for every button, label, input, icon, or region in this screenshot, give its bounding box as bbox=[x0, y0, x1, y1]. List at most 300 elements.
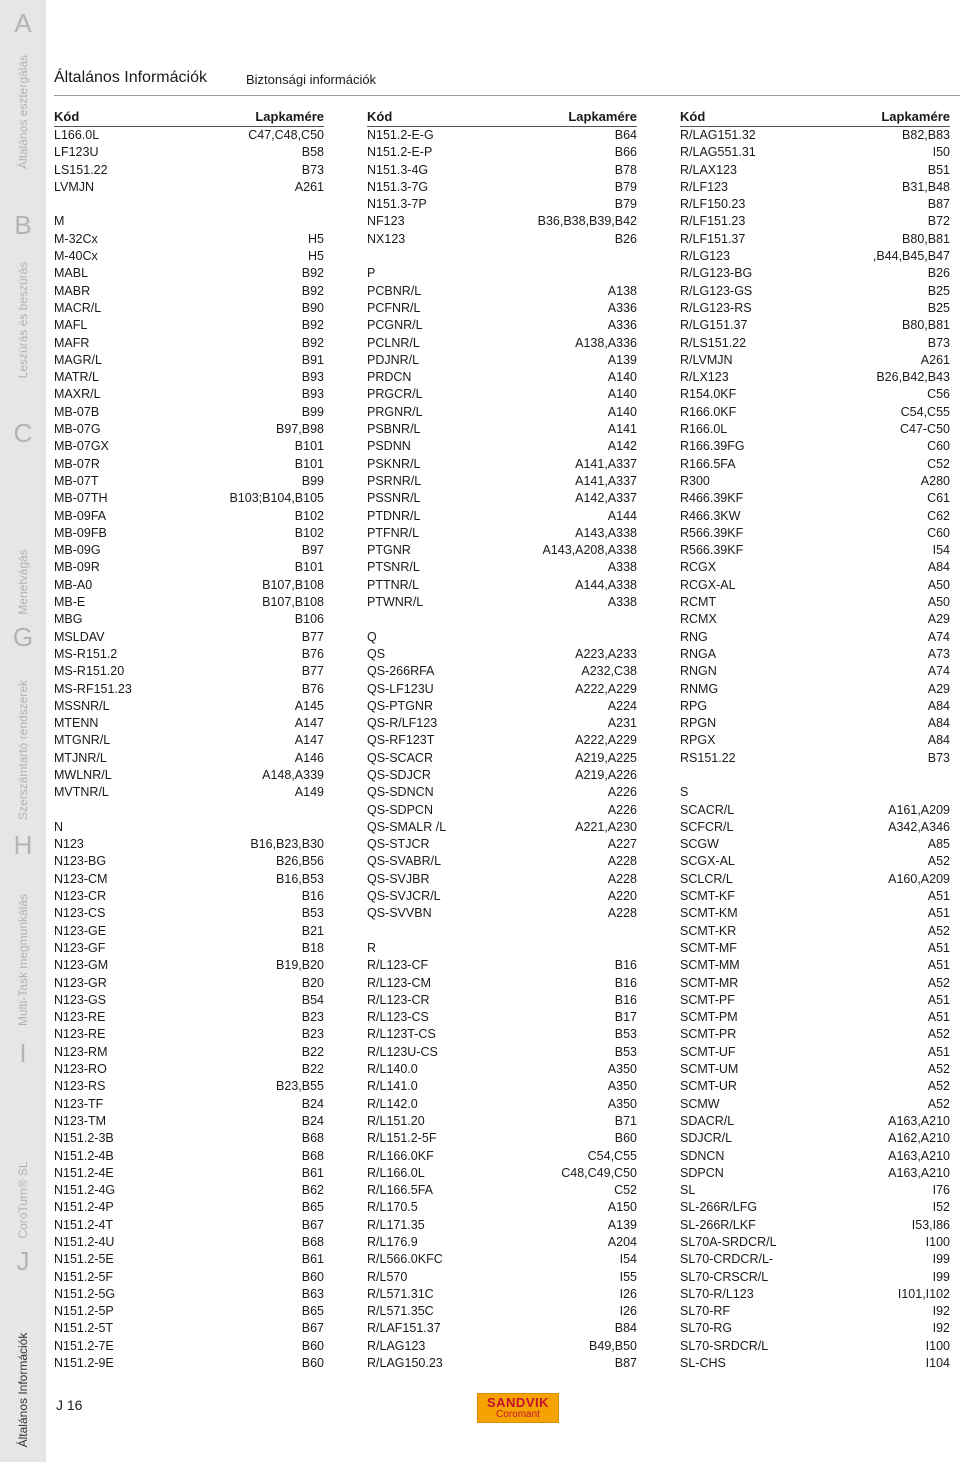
row-page: A160,A209 bbox=[888, 871, 950, 886]
table-row bbox=[680, 213, 950, 230]
table-row bbox=[367, 213, 637, 230]
table-row bbox=[367, 421, 637, 438]
table-row bbox=[367, 300, 637, 317]
row-code: PDJNR/L bbox=[367, 352, 420, 367]
row-code: PTTNR/L bbox=[367, 577, 420, 592]
row-code: MVTNR/L bbox=[54, 785, 109, 800]
table-row bbox=[367, 144, 637, 161]
row-code: RPGX bbox=[680, 733, 716, 748]
table-row bbox=[54, 1320, 324, 1337]
table-row bbox=[680, 611, 950, 628]
row-code: MB-07GX bbox=[54, 439, 109, 454]
row-page: B107,B108 bbox=[262, 577, 324, 592]
table-row bbox=[367, 196, 637, 213]
row-code: MTGNR/L bbox=[54, 733, 111, 748]
table-row bbox=[367, 784, 637, 801]
table-row bbox=[680, 1355, 950, 1372]
table-row bbox=[680, 542, 950, 559]
row-page: A228 bbox=[607, 871, 637, 886]
row-code: S bbox=[680, 785, 689, 800]
row-page: A139 bbox=[607, 1217, 637, 1232]
row-code: SL70-SRDCR/L bbox=[680, 1338, 769, 1353]
row-page: C47-C50 bbox=[899, 422, 950, 437]
table-row bbox=[367, 438, 637, 455]
row-code: M-40Cx bbox=[54, 249, 98, 264]
row-page: A150 bbox=[607, 1200, 637, 1215]
table-row bbox=[54, 369, 324, 386]
row-code: RCMT bbox=[680, 595, 717, 610]
table-row bbox=[680, 940, 950, 957]
row-code: PSSNR/L bbox=[367, 491, 421, 506]
table-row bbox=[680, 369, 950, 386]
row-page: A147 bbox=[294, 716, 324, 731]
table-row bbox=[54, 1217, 324, 1234]
table-row bbox=[680, 715, 950, 732]
row-code: R/L571.35C bbox=[367, 1304, 434, 1319]
row-code: SDPCN bbox=[680, 1165, 724, 1180]
row-code: R/LX123 bbox=[680, 370, 729, 385]
row-code: RCGX-AL bbox=[680, 577, 736, 592]
table-row bbox=[680, 438, 950, 455]
row-code: N123-GM bbox=[54, 958, 109, 973]
table-row bbox=[367, 1251, 637, 1268]
row-code: QS-SDPCN bbox=[367, 802, 433, 817]
table-row bbox=[367, 1044, 637, 1061]
row-code: SCMT-UM bbox=[680, 1062, 739, 1077]
row-page: B87 bbox=[614, 1356, 637, 1371]
row-page: B101 bbox=[294, 439, 324, 454]
page-title: Általános Információk bbox=[54, 69, 207, 86]
row-code: N123-RO bbox=[54, 1062, 107, 1077]
row-page: B68 bbox=[301, 1148, 324, 1163]
table-row bbox=[367, 888, 637, 905]
row-page: A84 bbox=[927, 733, 950, 748]
row-page: A147 bbox=[294, 733, 324, 748]
table-row bbox=[367, 335, 637, 352]
row-page: A149 bbox=[294, 785, 324, 800]
row-page: B31,B48 bbox=[902, 179, 950, 194]
row-code: PTGNR bbox=[367, 543, 411, 558]
table-row bbox=[367, 819, 637, 836]
row-code: PTWNR/L bbox=[367, 595, 424, 610]
row-page: C61 bbox=[927, 491, 950, 506]
table-row bbox=[54, 767, 324, 784]
row-page: I99 bbox=[932, 1252, 950, 1267]
table-row bbox=[367, 352, 637, 369]
table-row bbox=[367, 1303, 637, 1320]
row-page: B26,B56 bbox=[276, 854, 324, 869]
row-page: I100 bbox=[925, 1235, 950, 1249]
row-page: B18 bbox=[301, 940, 324, 955]
table-row bbox=[680, 265, 950, 282]
row-page: A143,A338 bbox=[575, 525, 637, 540]
table-row bbox=[54, 1251, 324, 1268]
table-row bbox=[367, 559, 637, 576]
row-code: R/L166.5FA bbox=[367, 1183, 434, 1198]
row-page: B87 bbox=[927, 197, 950, 212]
table-row bbox=[680, 767, 950, 784]
table-row bbox=[367, 957, 637, 974]
row-page: ,B44,B45,B47 bbox=[872, 249, 950, 264]
table-row bbox=[367, 681, 637, 698]
row-page: B58 bbox=[301, 145, 324, 160]
table-row bbox=[54, 508, 324, 525]
row-page: B22 bbox=[301, 1062, 324, 1077]
row-code: QS-SVABR/L bbox=[367, 854, 442, 869]
row-page: C60 bbox=[927, 525, 950, 540]
row-code: N151.2-E-G bbox=[367, 128, 434, 142]
row-page: B103;B104,B105 bbox=[229, 491, 324, 506]
table-row bbox=[54, 542, 324, 559]
table-row bbox=[54, 1044, 324, 1061]
row-page: B53 bbox=[614, 1027, 637, 1042]
row-page: B92 bbox=[301, 283, 324, 298]
row-code: Q bbox=[367, 629, 377, 644]
row-page: I50 bbox=[932, 145, 950, 160]
section-sidebar bbox=[0, 0, 46, 1462]
row-page: A162,A210 bbox=[888, 1131, 950, 1146]
row-code: R/L566.0KFC bbox=[367, 1252, 443, 1267]
row-code: N123 bbox=[54, 837, 84, 852]
row-page: A51 bbox=[927, 906, 950, 921]
row-code: QS-SVJBR bbox=[367, 871, 430, 886]
row-code: PCGNR/L bbox=[367, 318, 423, 333]
row-code: N123-RE bbox=[54, 1010, 106, 1025]
row-code: N151.2-4T bbox=[54, 1217, 114, 1232]
section-label-0: Általános esztergálás bbox=[16, 54, 30, 170]
row-code: MABL bbox=[54, 266, 89, 281]
table-row bbox=[367, 750, 637, 767]
row-page: A140 bbox=[607, 387, 637, 402]
table-row bbox=[367, 871, 637, 888]
table-row bbox=[367, 386, 637, 403]
row-page: C47,C48,C50 bbox=[248, 128, 324, 142]
table-row bbox=[680, 508, 950, 525]
row-page: I26 bbox=[619, 1304, 637, 1319]
table-row bbox=[54, 663, 324, 680]
section-letter-6: J bbox=[16, 1246, 30, 1276]
table-row bbox=[680, 317, 950, 334]
row-code: MB-09R bbox=[54, 560, 100, 575]
table-row bbox=[54, 577, 324, 594]
row-code: R/L166.0L bbox=[367, 1165, 425, 1180]
row-code: SCMT-KF bbox=[680, 889, 735, 904]
row-code: R/LF151.23 bbox=[680, 214, 746, 229]
table-row bbox=[54, 1148, 324, 1165]
row-page: B107,B108 bbox=[262, 595, 324, 610]
row-page: A161,A209 bbox=[888, 802, 950, 817]
section-label-5: CoroTurn® SL bbox=[16, 1161, 30, 1239]
table-row bbox=[54, 819, 324, 836]
row-page: A143,A208,A338 bbox=[542, 543, 637, 558]
row-code: RNGN bbox=[680, 664, 717, 679]
row-code: R/L123-CR bbox=[367, 992, 430, 1007]
row-code: R/L151.2-5F bbox=[367, 1131, 437, 1146]
table-row bbox=[680, 1182, 950, 1199]
row-page: I100 bbox=[925, 1338, 950, 1353]
row-code: SCMW bbox=[680, 1096, 720, 1111]
row-code: N123-CS bbox=[54, 906, 106, 921]
table-row bbox=[54, 1026, 324, 1043]
table-row bbox=[367, 162, 637, 179]
table-row bbox=[54, 248, 324, 265]
row-page: B26 bbox=[614, 231, 637, 246]
table-row bbox=[367, 1338, 637, 1355]
table-row bbox=[367, 577, 637, 594]
page-subtitle: Biztonsági információk bbox=[246, 72, 377, 87]
row-page: A141,A337 bbox=[575, 456, 637, 471]
row-code: R/L142.0 bbox=[367, 1096, 418, 1111]
row-page: C56 bbox=[927, 387, 950, 402]
row-page: B79 bbox=[614, 197, 637, 212]
row-code: R/LAG151.32 bbox=[680, 128, 756, 142]
table-row bbox=[680, 888, 950, 905]
table-header bbox=[54, 108, 324, 126]
row-code: N123-RE bbox=[54, 1027, 106, 1042]
table-row bbox=[367, 369, 637, 386]
table-row bbox=[680, 681, 950, 698]
row-page: A219,A226 bbox=[575, 767, 637, 782]
table-row bbox=[367, 1355, 637, 1372]
row-code: N123-GF bbox=[54, 940, 106, 955]
table-row bbox=[54, 144, 324, 161]
table-row bbox=[367, 231, 637, 248]
table-row bbox=[54, 456, 324, 473]
table-row bbox=[367, 663, 637, 680]
row-page: A223,A233 bbox=[575, 646, 637, 661]
table-row bbox=[54, 127, 324, 144]
table-header bbox=[367, 108, 637, 126]
row-code: R/LAX123 bbox=[680, 162, 737, 177]
row-page: A221,A230 bbox=[575, 819, 637, 834]
row-code: R/LF123 bbox=[680, 179, 728, 194]
table-row bbox=[680, 473, 950, 490]
row-code: SL70-CRDCR/L- bbox=[680, 1252, 774, 1267]
row-code: R/L170.5 bbox=[367, 1200, 418, 1215]
row-code: QS-266RFA bbox=[367, 664, 435, 679]
table-row bbox=[680, 698, 950, 715]
row-page: A29 bbox=[927, 681, 950, 696]
row-code: RCMX bbox=[680, 612, 717, 627]
section-letter-5: I bbox=[19, 1038, 27, 1068]
table-row bbox=[680, 594, 950, 611]
logo-main-text: SANDVIK bbox=[486, 1395, 549, 1410]
row-page: C48,C49,C50 bbox=[561, 1165, 637, 1180]
row-page: A220 bbox=[607, 889, 637, 904]
table-row bbox=[680, 1078, 950, 1095]
table-row bbox=[367, 905, 637, 922]
row-page: I26 bbox=[619, 1286, 637, 1301]
row-page: B19,B20 bbox=[276, 958, 324, 973]
table-row bbox=[54, 992, 324, 1009]
row-code: MBG bbox=[54, 612, 83, 627]
table-row bbox=[54, 1269, 324, 1286]
row-code: PCFNR/L bbox=[367, 300, 421, 315]
row-code: N151.2-7E bbox=[54, 1338, 114, 1353]
table-row bbox=[367, 923, 637, 940]
table-header bbox=[680, 108, 950, 126]
table-row bbox=[680, 179, 950, 196]
table-row bbox=[680, 386, 950, 403]
row-code: PRGCR/L bbox=[367, 387, 423, 402]
row-page: B77 bbox=[301, 629, 324, 644]
row-page: B97 bbox=[301, 543, 324, 558]
row-page: A85 bbox=[927, 837, 950, 852]
row-page: A52 bbox=[927, 854, 950, 869]
row-page: B92 bbox=[301, 335, 324, 350]
row-page: A148,A339 bbox=[262, 767, 324, 782]
row-page: B102 bbox=[294, 525, 324, 540]
table-row bbox=[680, 819, 950, 836]
row-page: B91 bbox=[301, 352, 324, 367]
row-page: A141 bbox=[607, 422, 637, 437]
table-row bbox=[54, 905, 324, 922]
row-page: A338 bbox=[607, 595, 637, 610]
table-row bbox=[54, 732, 324, 749]
table-row bbox=[367, 940, 637, 957]
row-page: B25 bbox=[927, 283, 950, 298]
row-page: B101 bbox=[294, 456, 324, 471]
table-row bbox=[367, 1148, 637, 1165]
row-page: A227 bbox=[607, 837, 637, 852]
row-code: MATR/L bbox=[54, 370, 99, 385]
table-row bbox=[54, 473, 324, 490]
row-code: SL70-CRSCR/L bbox=[680, 1269, 769, 1284]
row-page: A142,A337 bbox=[575, 491, 637, 506]
table-row bbox=[54, 213, 324, 230]
row-page: A73 bbox=[927, 646, 950, 661]
table-row bbox=[367, 698, 637, 715]
table-row bbox=[367, 1165, 637, 1182]
row-page: A350 bbox=[607, 1096, 637, 1111]
row-code: R166.39FG bbox=[680, 439, 745, 454]
table-row bbox=[54, 300, 324, 317]
row-page: B92 bbox=[301, 266, 324, 281]
table-row bbox=[54, 646, 324, 663]
row-page: A224 bbox=[607, 698, 637, 713]
row-page: B26,B42,B43 bbox=[876, 370, 950, 385]
row-code: N151.2-5F bbox=[54, 1269, 114, 1284]
row-page: B16 bbox=[614, 975, 637, 990]
row-code: SL70-RF bbox=[680, 1304, 731, 1319]
table-row bbox=[367, 1199, 637, 1216]
table-row bbox=[680, 1026, 950, 1043]
row-code: PSKNR/L bbox=[367, 456, 421, 471]
table-row bbox=[680, 127, 950, 144]
row-page: A50 bbox=[927, 595, 950, 610]
row-page: B80,B81 bbox=[902, 231, 950, 246]
table-row bbox=[367, 473, 637, 490]
row-code: R/LG123-BG bbox=[680, 266, 753, 281]
row-code: R300 bbox=[680, 473, 710, 488]
table-row bbox=[680, 957, 950, 974]
table-row bbox=[54, 957, 324, 974]
row-code: R166.0KF bbox=[680, 404, 737, 419]
row-page: B54 bbox=[301, 992, 324, 1007]
table-column-3 bbox=[680, 108, 950, 1372]
row-page: A52 bbox=[927, 975, 950, 990]
row-page: A232,C38 bbox=[581, 664, 637, 679]
section-letter-3: G bbox=[12, 622, 34, 652]
row-page: B16 bbox=[301, 889, 324, 904]
table-row bbox=[54, 196, 324, 213]
row-code: QS-RF123T bbox=[367, 733, 435, 748]
row-page: C54,C55 bbox=[900, 404, 950, 419]
table-row bbox=[367, 525, 637, 542]
table-row bbox=[680, 421, 950, 438]
table-row bbox=[54, 853, 324, 870]
row-page: A74 bbox=[927, 664, 950, 679]
row-code: QS-SVJCR/L bbox=[367, 889, 441, 904]
row-page: B71 bbox=[614, 1113, 637, 1128]
row-page: B73 bbox=[927, 750, 950, 765]
row-page: A52 bbox=[927, 1062, 950, 1077]
row-code: R/LG151.37 bbox=[680, 318, 748, 333]
table-row bbox=[54, 836, 324, 853]
table-row bbox=[680, 456, 950, 473]
table-row bbox=[54, 1130, 324, 1147]
row-page: B72 bbox=[927, 214, 950, 229]
row-page: B49,B50 bbox=[589, 1338, 637, 1353]
row-code: R/L166.0KF bbox=[367, 1148, 434, 1163]
table-row bbox=[54, 1113, 324, 1130]
row-page: A350 bbox=[607, 1079, 637, 1094]
table-row bbox=[54, 923, 324, 940]
row-code: N151.2-5P bbox=[54, 1304, 114, 1319]
table-row bbox=[54, 1355, 324, 1372]
table-row bbox=[54, 1338, 324, 1355]
row-page: B92 bbox=[301, 318, 324, 333]
table-row bbox=[367, 179, 637, 196]
row-page: A139 bbox=[607, 352, 637, 367]
row-page: B77 bbox=[301, 664, 324, 679]
table-row bbox=[54, 283, 324, 300]
row-code: R/L140.0 bbox=[367, 1062, 418, 1077]
row-code: SL-266R/LKF bbox=[680, 1217, 756, 1232]
row-code: R/L570 bbox=[367, 1269, 408, 1284]
row-code: MWLNR/L bbox=[54, 767, 112, 782]
row-page: B68 bbox=[301, 1235, 324, 1249]
table-row bbox=[54, 1078, 324, 1095]
row-code: R466.3KW bbox=[680, 508, 741, 523]
row-code: N123-CM bbox=[54, 871, 108, 886]
table-row bbox=[54, 490, 324, 507]
section-label-4: Multi-Task megmunkálás bbox=[16, 893, 30, 1027]
row-code: PTDNR/L bbox=[367, 508, 421, 523]
row-code: N123-RM bbox=[54, 1044, 108, 1059]
row-page: B24 bbox=[301, 1096, 324, 1111]
row-page: A52 bbox=[927, 1027, 950, 1042]
row-page: A138 bbox=[607, 283, 637, 298]
table-row bbox=[680, 335, 950, 352]
row-code: PSDNN bbox=[367, 439, 411, 454]
table-row bbox=[54, 162, 324, 179]
table-row bbox=[367, 127, 637, 144]
row-code: N151.2-4U bbox=[54, 1235, 115, 1249]
row-page: C62 bbox=[927, 508, 950, 523]
table-row bbox=[680, 1338, 950, 1355]
table-row bbox=[54, 698, 324, 715]
row-code: QS-SMALR /L bbox=[367, 819, 447, 834]
row-code: N123-BG bbox=[54, 854, 107, 869]
row-code: N151.2-4B bbox=[54, 1148, 114, 1163]
row-code: R/L151.20 bbox=[367, 1113, 425, 1128]
row-page: I92 bbox=[932, 1321, 950, 1336]
row-code: N151.2-5E bbox=[54, 1252, 114, 1267]
row-page: A142 bbox=[607, 439, 637, 454]
row-code: LF123U bbox=[54, 145, 99, 160]
row-code: SCMT-UF bbox=[680, 1044, 736, 1059]
